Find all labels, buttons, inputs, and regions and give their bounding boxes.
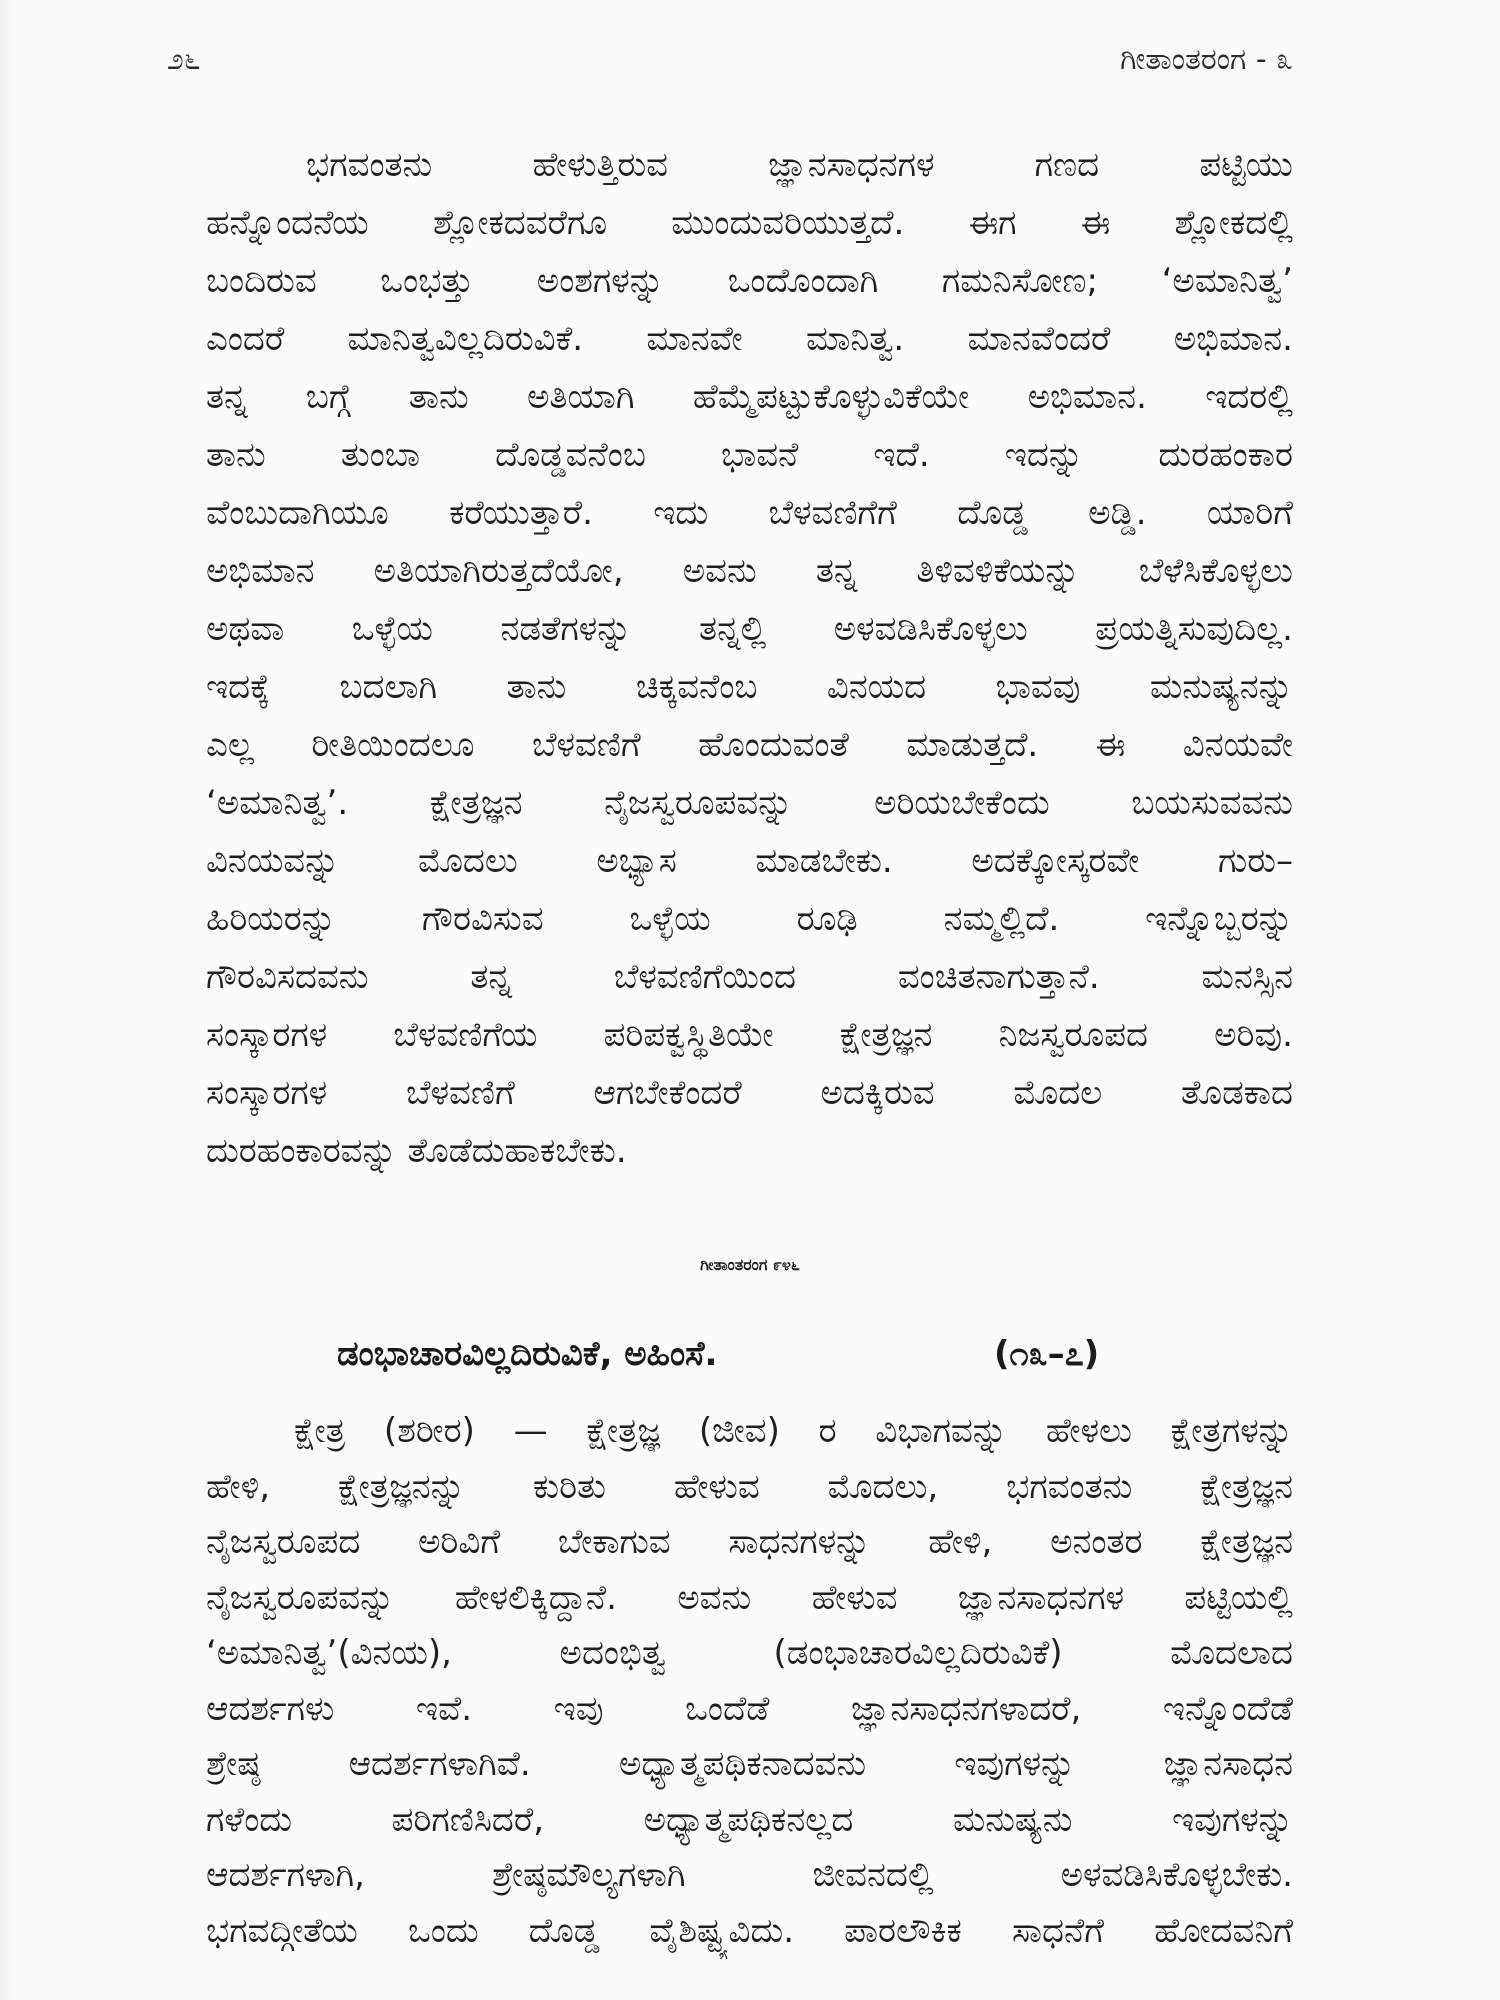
paragraph-line: ನೈಜಸ್ವರೂಪದ ಅರಿವಿಗೆ ಬೇಕಾಗುವ ಸಾಧನಗಳನ್ನು ಹೇಳಿ, ಅನಂತರ ಕ್ಷೇತ್ರಜ್ಞನ bbox=[206, 1522, 1293, 1562]
section-subheading: ಡಂಭಾಚಾರವಿಲ್ಲದಿರುವಿಕೆ, ಅಹಿಂಸೆ. bbox=[337, 1334, 718, 1374]
paragraph-line: ವೆಂಬುದಾಗಿಯೂ ಕರೆಯುತ್ತಾರೆ. ಇದು ಬೆಳವಣಿಗೆಗೆ ದೊಡ್ಡ ಅಡ್ಡಿ. ಯಾರಿಗೆ bbox=[206, 493, 1293, 533]
paragraph-line: ಸಂಸ್ಕಾರಗಳ ಬೆಳವಣಿಗೆ ಆಗಬೇಕೆಂದರೆ ಅದಕ್ಕಿರುವ ಮೊದಲ ತೊಡಕಾದ bbox=[206, 1073, 1293, 1113]
paragraph-line: ಆದರ್ಶಗಳು ಇವೆ. ಇವು ಒಂದೆಡೆ ಜ್ಞಾನಸಾಧನಗಳಾದರೆ, ಇನ್ನೊಂದೆಡೆ bbox=[206, 1688, 1293, 1729]
paragraph-line: ಆದರ್ಶಗಳಾಗಿ, ಶ್ರೇಷ್ಠಮೌಲ್ಯಗಳಾಗಿ ಜೀವನದಲ್ಲಿ ಅಳವಡಿಸಿಕೊಳ್ಳಬೇಕು. bbox=[206, 1855, 1293, 1895]
paragraph-line: ಎಲ್ಲ ರೀತಿಯಿಂದಲೂ ಬೆಳವಣಿಗೆ ಹೊಂದುವಂತೆ ಮಾಡುತ್ತದೆ. ಈ ವಿನಯವೇ bbox=[206, 725, 1293, 765]
verse-reference: (೧೩–೭) bbox=[994, 1334, 1100, 1374]
paragraph-line: ಅಥವಾ ಒಳ್ಳೆಯ ನಡತೆಗಳನ್ನು ತನ್ನಲ್ಲಿ ಅಳವಡಿಸಿಕೊಳ್ಳಲು ಪ್ರಯತ್ನಿಸುವುದಿಲ್ಲ. bbox=[206, 609, 1293, 649]
section-paragraph bbox=[206, 1404, 1293, 1959]
paragraph-line: ಭಗವಂತನು ಹೇಳುತ್ತಿರುವ ಜ್ಞಾನಸಾಧನಗಳ ಗಣದ ಪಟ್ಟಿಯು bbox=[306, 145, 1293, 185]
paragraph-line: ಇದಕ್ಕೆ ಬದಲಾಗಿ ತಾನು ಚಿಕ್ಕವನೆಂಬ ವಿನಯದ ಭಾವವು ಮನುಷ್ಯನನ್ನು bbox=[206, 667, 1293, 707]
paragraph-line: ಸಂಸ್ಕಾರಗಳ ಬೆಳವಣಿಗೆಯ ಪರಿಪಕ್ವಸ್ಥಿತಿಯೇ ಕ್ಷೇತ್ರಜ್ಞನ ನಿಜಸ್ವರೂಪದ ಅರಿವು. bbox=[206, 1015, 1293, 1055]
intro-paragraph bbox=[206, 136, 1293, 1180]
paragraph-line: ‘ಅಮಾನಿತ್ವ’(ವಿನಯ), ಅದಂಭಿತ್ವ (ಡಂಭಾಚಾರವಿಲ್ಲದಿರುವಿಕೆ) ಮೊದಲಾದ bbox=[206, 1633, 1293, 1673]
paragraph-line: ತಾನು ತುಂಬಾ ದೊಡ್ಡವನೆಂಬ ಭಾವನೆ ಇದೆ. ಇದನ್ನು ದುರಹಂಕಾರ bbox=[206, 435, 1293, 475]
scan-edge-shadow bbox=[0, 0, 14, 2000]
running-title: ಗೀತಾಂತರಂಗ - ೩ bbox=[1120, 42, 1293, 77]
paragraph-line: ಗೌರವಿಸದವನು ತನ್ನ ಬೆಳವಣಿಗೆಯಿಂದ ವಂಚಿತನಾಗುತ್ತಾನೆ. ಮನಸ್ಸಿನ bbox=[206, 957, 1293, 997]
paragraph-line: ಅಭಿಮಾನ ಅತಿಯಾಗಿರುತ್ತದೆಯೋ, ಅವನು ತನ್ನ ತಿಳಿವಳಿಕೆಯನ್ನು ಬೆಳೆಸಿಕೊಳ್ಳಲು bbox=[206, 551, 1293, 591]
paragraph-line: ಎಂದರೆ ಮಾನಿತ್ವವಿಲ್ಲದಿರುವಿಕೆ. ಮಾನವೇ ಮಾನಿತ್ವ. ಮಾನವೆಂದರೆ ಅಭಿಮಾನ. bbox=[206, 319, 1293, 359]
paragraph-line: ಶ್ರೇಷ್ಠ ಆದರ್ಶಗಳಾಗಿವೆ. ಅಧ್ಯಾತ್ಮಪಥಿಕನಾದವನು ಇವುಗಳನ್ನು ಜ್ಞಾನಸಾಧನ bbox=[206, 1744, 1293, 1784]
paragraph-line: ವಿನಯವನ್ನು ಮೊದಲು ಅಭ್ಯಾಸ ಮಾಡಬೇಕು. ಅದಕ್ಕೋಸ್ಕರವೇ ಗುರು– bbox=[206, 841, 1293, 881]
paragraph-line: ಬಂದಿರುವ ಒಂಭತ್ತು ಅಂಶಗಳನ್ನು ಒಂದೊಂದಾಗಿ ಗಮನಿಸೋಣ; ‘ಅಮಾನಿತ್ವ’ bbox=[206, 261, 1293, 301]
paragraph-line: ‘ಅಮಾನಿತ್ವ’. ಕ್ಷೇತ್ರಜ್ಞನ ನೈಜಸ್ವರೂಪವನ್ನು ಅರಿಯಬೇಕೆಂದು ಬಯಸುವವನು bbox=[206, 783, 1293, 823]
paragraph-line: ಹೇಳಿ, ಕ್ಷೇತ್ರಜ್ಞನನ್ನು ಕುರಿತು ಹೇಳುವ ಮೊದಲು, ಭಗವಂತನು ಕ್ಷೇತ್ರಜ್ಞನ bbox=[206, 1466, 1293, 1507]
paragraph-line: ನೈಜಸ್ವರೂಪವನ್ನು ಹೇಳಲಿಕ್ಕಿದ್ದಾನೆ. ಅವನು ಹೇಳುವ ಜ್ಞಾನಸಾಧನಗಳ ಪಟ್ಟಿಯಲ್ಲಿ bbox=[206, 1577, 1293, 1618]
section-heading: ಗೀತಾಂತರಂಗ ೯೪೬ bbox=[700, 1255, 800, 1274]
paragraph-line: ಗಳೆಂದು ಪರಿಗಣಿಸಿದರೆ, ಅಧ್ಯಾತ್ಮಪಥಿಕನಲ್ಲದ ಮನುಷ್ಯನು ಇವುಗಳನ್ನು bbox=[206, 1799, 1293, 1840]
page-number: ೨೬ bbox=[167, 42, 201, 77]
paragraph-line: ಹಿರಿಯರನ್ನು ಗೌರವಿಸುವ ಒಳ್ಳೆಯ ರೂಢಿ ನಮ್ಮಲ್ಲಿದೆ. ಇನ್ನೊಬ್ಬರನ್ನು bbox=[206, 899, 1293, 939]
paragraph-line-last: ದುರಹಂಕಾರವನ್ನು ತೊಡೆದುಹಾಕಬೇಕು. bbox=[206, 1131, 627, 1171]
paragraph-line: ಕ್ಷೇತ್ರ (ಶರೀರ) — ಕ್ಷೇತ್ರಜ್ಞ (ಜೀವ) ರ ವಿಭಾಗವನ್ನು ಹೇಳಲು ಕ್ಷೇತ್ರಗಳನ್ನು bbox=[294, 1411, 1293, 1451]
paragraph-line: ಹನ್ನೊಂದನೆಯ ಶ್ಲೋಕದವರೆಗೂ ಮುಂದುವರಿಯುತ್ತದೆ. ಈಗ ಈ ಶ್ಲೋಕದಲ್ಲಿ bbox=[206, 203, 1293, 243]
paragraph-line: ತನ್ನ ಬಗ್ಗೆ ತಾನು ಅತಿಯಾಗಿ ಹೆಮ್ಮೆಪಟ್ಟುಕೊಳ್ಳುವಿಕೆಯೇ ಅಭಿಮಾನ. ಇದರಲ್ಲಿ bbox=[206, 377, 1293, 417]
paragraph-line: ಭಗವದ್ಗೀತೆಯ ಒಂದು ದೊಡ್ಡ ವೈಶಿಷ್ಟ್ಯವಿದು. ಪಾರಲೌಕಿಕ ಸಾಧನೆಗೆ ಹೋದವನಿಗೆ bbox=[206, 1910, 1293, 1951]
